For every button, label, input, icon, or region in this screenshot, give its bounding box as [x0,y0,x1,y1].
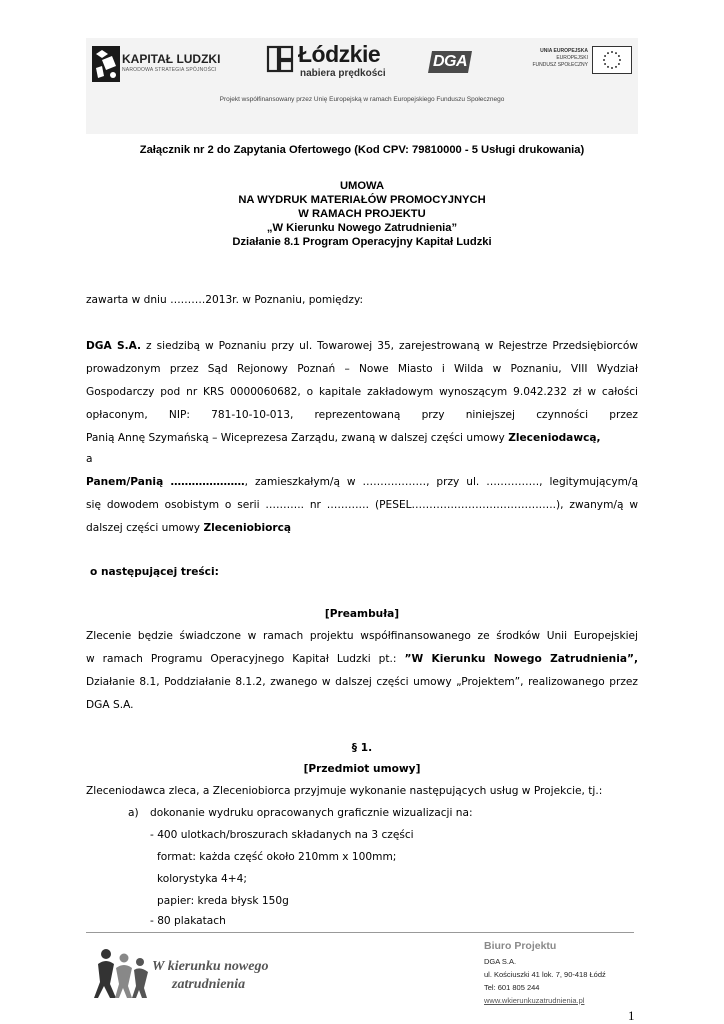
party2-line2: się dowodem osobistym o serii ……….. nr ………… (PESEL…………………………………..), zwanym/ą w [86,499,638,511]
eu-star-icon [611,51,613,53]
attachment-heading: Załącznik nr 2 do Zapytania Ofertowego (Kod CPV: 79810000 - 5 Usługi drukowania) [139,144,585,156]
footer-divider [86,932,634,933]
eu-label-line2: EUROPEJSKI [556,55,588,61]
contract-subject: NA WYDRUK MATERIAŁÓW PROMOCYJNYCH [238,194,486,206]
party1-line5 [86,432,638,444]
party2-name: Panem/Panią ………………… [86,476,245,488]
eu-label-line1: UNIA EUROPEJSKA [540,48,588,54]
kapital-ludzki-title: KAPITAŁ LUDZKI [122,52,221,66]
sub-item-posters: - 80 plakatach [150,915,226,927]
preamble-line1: Zlecenie będzie świadczone w ramach projektu współfinansowanego ze środków Unii Europejskiej [86,630,638,642]
conjunction-and: a [86,453,93,465]
sub-item-colors: kolorystyka 4+4; [157,873,247,885]
dga-logo-text: DGA [433,53,468,70]
footer-website-link[interactable]: www.wkierunkuzatrudnienia.pl [484,996,585,1005]
lodzkie-subtitle: nabiera prędkości [300,68,386,79]
project-slogan-line2: zatrudnienia [172,977,246,992]
eu-star-icon [618,63,620,65]
party2-role: Zleceniobiorcą [203,522,292,534]
section1-number: § 1. [351,742,373,754]
eu-star-icon [604,55,606,57]
following-content-label: o następującej treści: [90,566,219,578]
eu-star-icon [603,59,605,61]
footer-company: DGA S.A. [484,957,517,966]
eu-star-icon [618,55,620,57]
eu-label-line3: FUNDUSZ SPOŁECZNY [532,62,588,68]
eu-star-icon [615,66,617,68]
contract-project-label: W RAMACH PROJEKTU [298,208,426,220]
party1-line4: opłaconym, NIP: 781-10-10-013, reprezentowaną przy niniejszej czynności przez [86,409,638,421]
contract-title: UMOWA [339,180,385,192]
footer-phone: Tel: 601 805 244 [484,983,540,992]
eu-star-icon [611,67,613,69]
footer-address: ul. Kościuszki 41 lok. 7, 90-418 Łódź [484,970,606,979]
section1-heading: [Przedmiot umowy] [303,763,421,775]
preamble-line3: Działanie 8.1, Poddziałanie 8.1.2, zwanego w dalszej części umowy „Projektem”, realizowanego przez [86,676,638,688]
eu-star-icon [607,52,609,54]
preamble-line4: DGA S.A. [86,699,134,711]
contract-project-name: „W Kierunku Nowego Zatrudnienia” [266,222,458,234]
party1-line2: prowadzonym przez Sąd Rejonowy Poznań – Nowe Miasto i Wilda w Poznaniu, VIII Wydział [86,363,638,375]
item-a-marker: a) [128,807,139,819]
party2-line1 [86,476,638,488]
party1-line1 [86,340,638,352]
contract-program: Działanie 8.1 Program Operacyjny Kapitał Ludzki [232,236,492,248]
eu-star-icon [604,63,606,65]
preamble-text2: w ramach Programu Operacyjnego Kapitał Ludzki pt.: [86,653,405,665]
conclusion-line: zawarta w dniu ……….2013r. w Poznaniu, pomiędzy: [86,294,364,306]
sub-item-format: format: każda część około 210mm x 100mm; [157,851,397,863]
lodzkie-logo-icon [266,44,296,74]
party2-line3 [86,522,638,534]
party1-role: Zleceniodawcą, [508,432,601,444]
preamble-line2 [86,653,638,665]
project-funding-note: Projekt współfinansowany przez Unię Europejską w ramach Europejskiego Funduszu Społecznego [219,96,505,103]
party1-text5: Panią Annę Szymańską – Wiceprezesa Zarządu, zwaną w dalszej części umowy [86,432,509,444]
party1-text1: z siedzibą w Poznaniu przy ul. Towarowej 35, zarejestrowaną w Rejestrze Przedsiębiorców [141,340,638,352]
preamble-heading: [Preambuła] [324,608,400,620]
lodzkie-title: Łódzkie [298,41,381,67]
party1-name: DGA S.A. [86,340,142,352]
project-slogan-line1: W kierunku nowego [152,959,269,974]
eu-star-icon [607,66,609,68]
kapital-ludzki-subtitle: NARODOWA STRATEGIA SPÓJNOŚCI [122,67,217,73]
eu-flag-icon [592,46,632,74]
party1-line3: Gospodarczy pod nr KRS 0000060682, o kapitale zakładowym wynoszącym 9.042.232 zł w całości [86,386,638,398]
project-office-title: Biuro Projektu [484,940,557,952]
preamble-project-name: ”W Kierunku Nowego Zatrudnienia”, [404,653,638,665]
eu-label [512,48,588,69]
page-number: 1 [628,1008,635,1023]
eu-star-icon [615,52,617,54]
party2-text1: , zamieszkałym/ą w ………………, przy ul. ……………, legitymującym/ą [244,476,638,488]
sub-item-paper: papier: kreda błysk 150g [157,895,289,907]
eu-star-icon [619,59,621,61]
sub-item-leaflets: - 400 ulotkach/broszurach składanych na 3 części [150,829,414,841]
party2-text3: dalszej części umowy [86,522,204,534]
project-figures-logo-icon [92,944,152,1000]
project-slogan [152,958,268,994]
section1-intro: Zleceniodawca zleca, a Zleceniobiorca przyjmuje wykonanie następujących usług w Projekcie, tj.: [86,785,603,797]
item-a-text: dokonanie wydruku opracowanych graficznie wizualizacji na: [150,807,473,819]
